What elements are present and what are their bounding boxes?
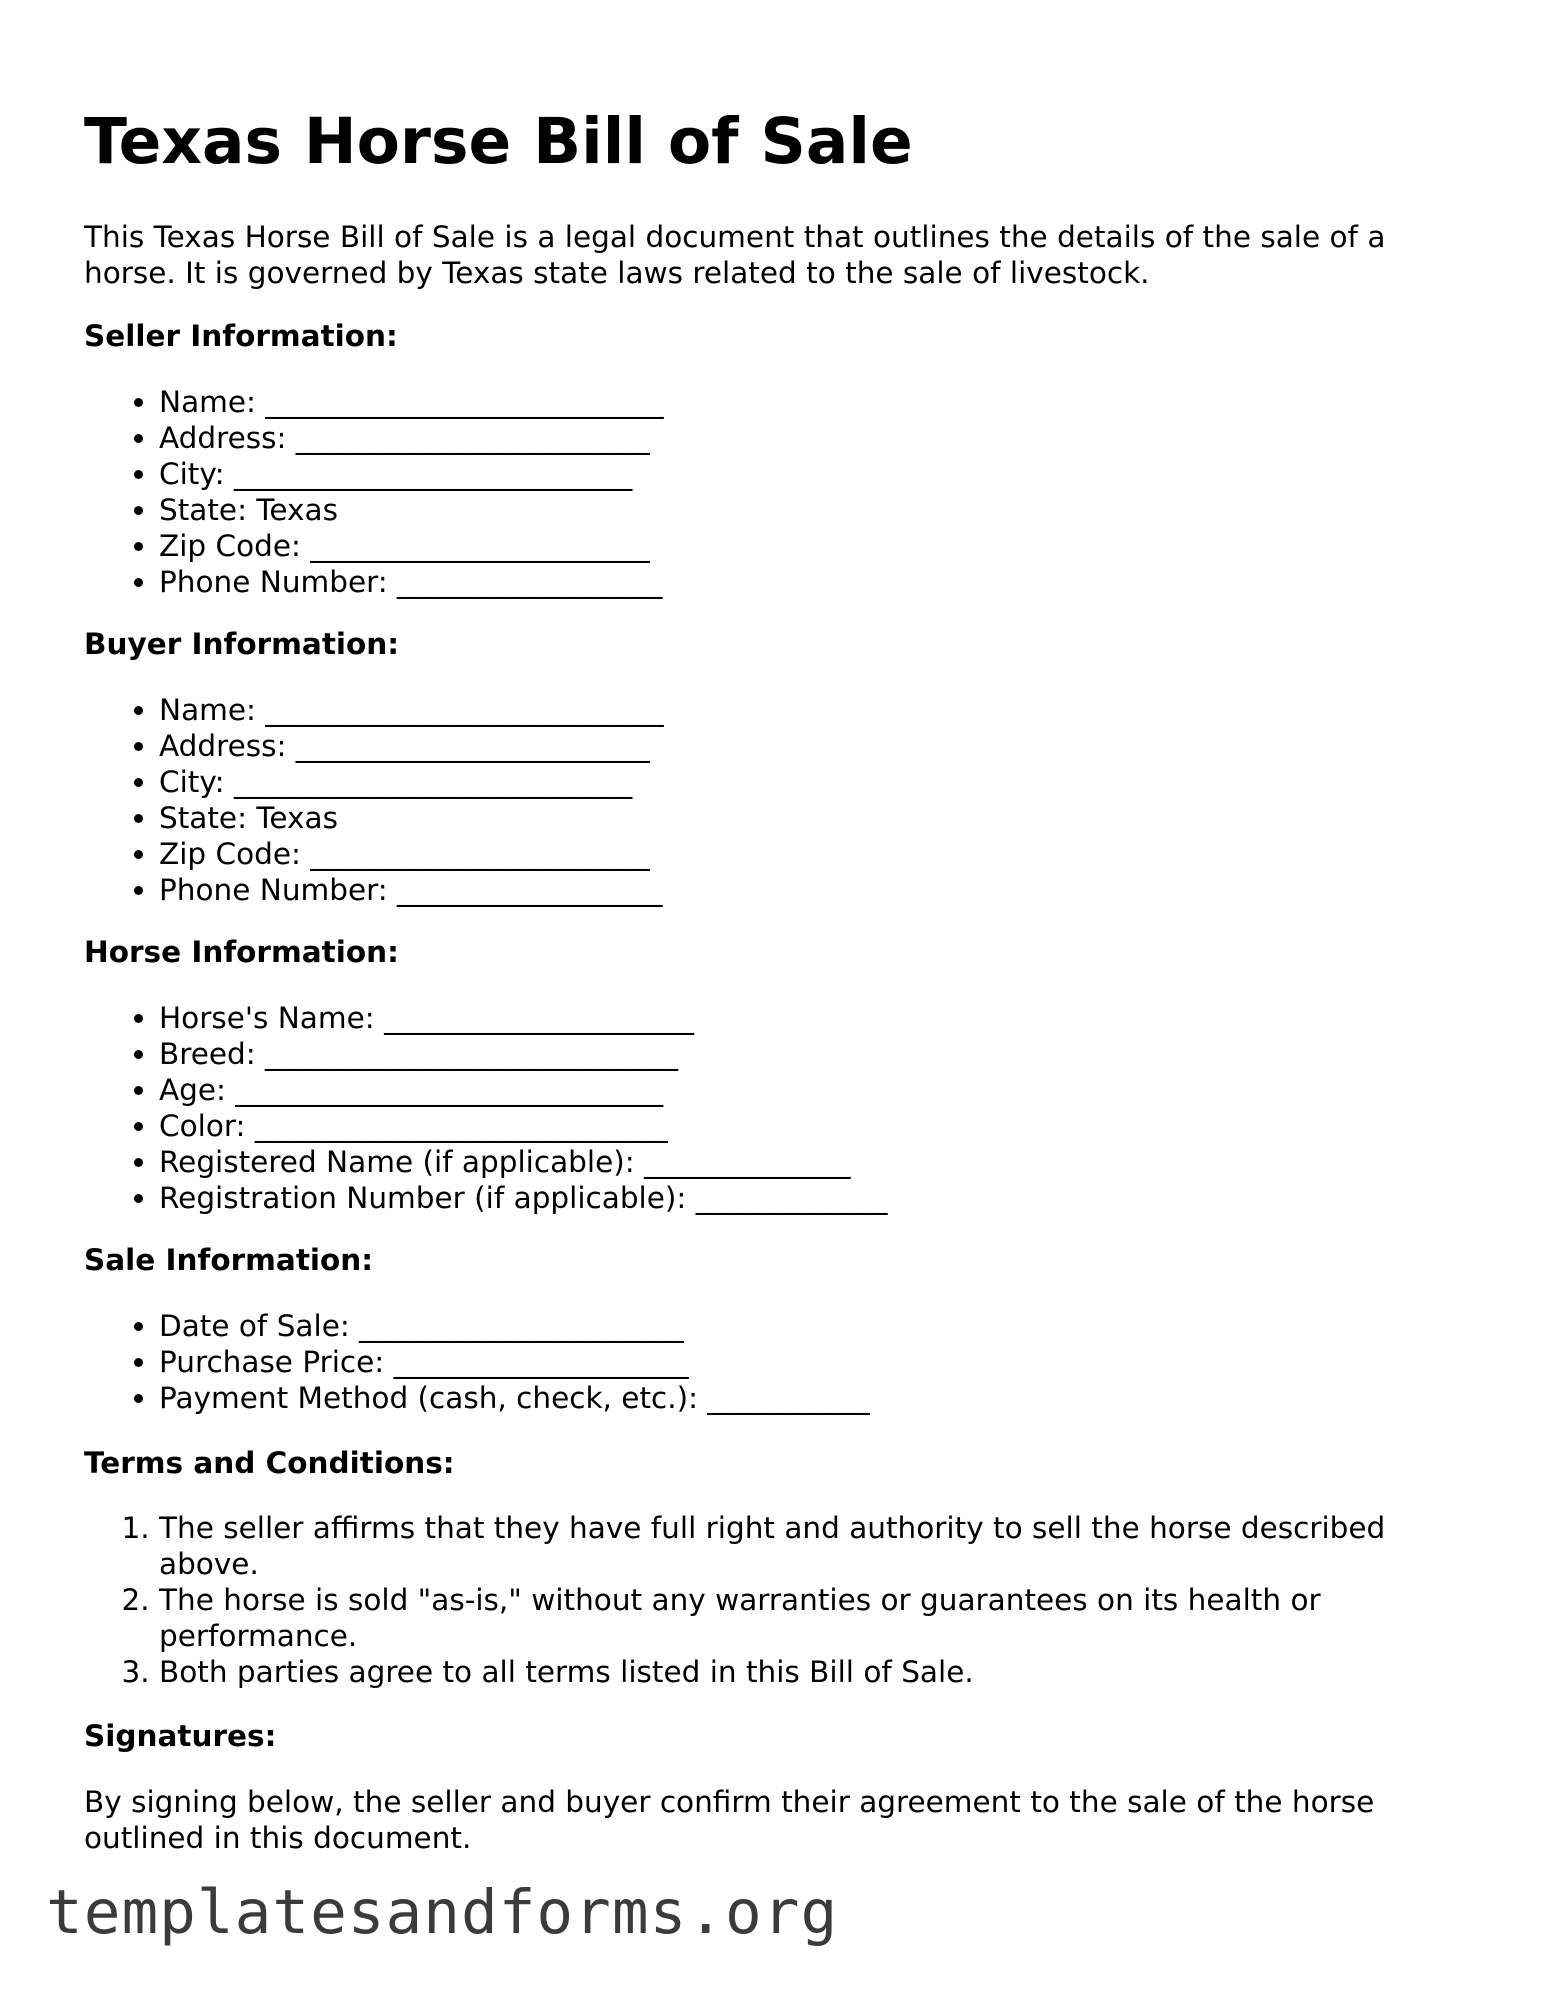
horse-color-field: • Color: ____________________________ — [159, 1108, 887, 1144]
seller-city-field: • City: ___________________________ — [159, 456, 664, 492]
sale-heading: Sale Information: — [84, 1243, 374, 1277]
signatures-paragraph: By signing below, the seller and buyer confirm their agreement to the sale of the horse outlined in this document. — [84, 1785, 1375, 1855]
terms-heading: Terms and Conditions: — [84, 1446, 455, 1480]
buyer-address-field: • Address: ________________________ — [159, 728, 664, 764]
horse-registration-number-field: • Registration Number (if applicable): _____________ — [159, 1180, 887, 1216]
horse-age-field: • Age: _____________________________ — [159, 1072, 887, 1108]
buyer-name-field: • Name: ___________________________ — [159, 692, 664, 728]
seller-name-field: • Name: ___________________________ — [159, 384, 664, 420]
buyer-phone-field: • Phone Number: __________________ — [159, 872, 664, 908]
sale-payment-method-field: • Payment Method (cash, check, etc.): ___________ — [159, 1380, 870, 1416]
seller-list — [84, 384, 664, 600]
buyer-list — [84, 692, 664, 908]
seller-heading: Seller Information: — [84, 319, 398, 353]
horse-heading: Horse Information: — [84, 935, 399, 969]
sale-list — [84, 1308, 870, 1416]
sale-price-field: • Purchase Price: ____________________ — [159, 1344, 870, 1380]
term-item: 3. Both parties agree to all terms listed in this Bill of Sale. — [159, 1654, 1479, 1690]
buyer-zip-field: • Zip Code: _______________________ — [159, 836, 664, 872]
buyer-state-field: • State: Texas — [159, 800, 664, 836]
seller-address-field: • Address: ________________________ — [159, 420, 664, 456]
document-title: Texas Horse Bill of Sale — [84, 105, 913, 178]
buyer-city-field: • City: ___________________________ — [159, 764, 664, 800]
intro-paragraph: This Texas Horse Bill of Sale is a legal document that outlines the details of the sale of a horse. It is governed by Texas state laws related to the sale of livestock. — [84, 220, 1386, 290]
terms-list — [84, 1510, 1479, 1690]
horse-name-field: • Horse's Name: _____________________ — [159, 1000, 887, 1036]
term-item: 2. The horse is sold "as-is," without any warranties or guarantees on its health or performance. — [159, 1582, 1479, 1654]
seller-state-field: • State: Texas — [159, 492, 664, 528]
sale-date-field: • Date of Sale: ______________________ — [159, 1308, 870, 1344]
horse-breed-field: • Breed: ____________________________ — [159, 1036, 887, 1072]
seller-zip-field: • Zip Code: _______________________ — [159, 528, 664, 564]
signatures-heading: Signatures: — [84, 1719, 277, 1753]
horse-list — [84, 1000, 887, 1216]
term-item: 1. The seller affirms that they have full right and authority to sell the horse described above. — [159, 1510, 1479, 1582]
horse-registered-name-field: • Registered Name (if applicable): ______________ — [159, 1144, 887, 1180]
watermark-text: templatesandforms.org — [46, 1877, 839, 1948]
buyer-heading: Buyer Information: — [84, 627, 400, 661]
seller-phone-field: • Phone Number: __________________ — [159, 564, 664, 600]
